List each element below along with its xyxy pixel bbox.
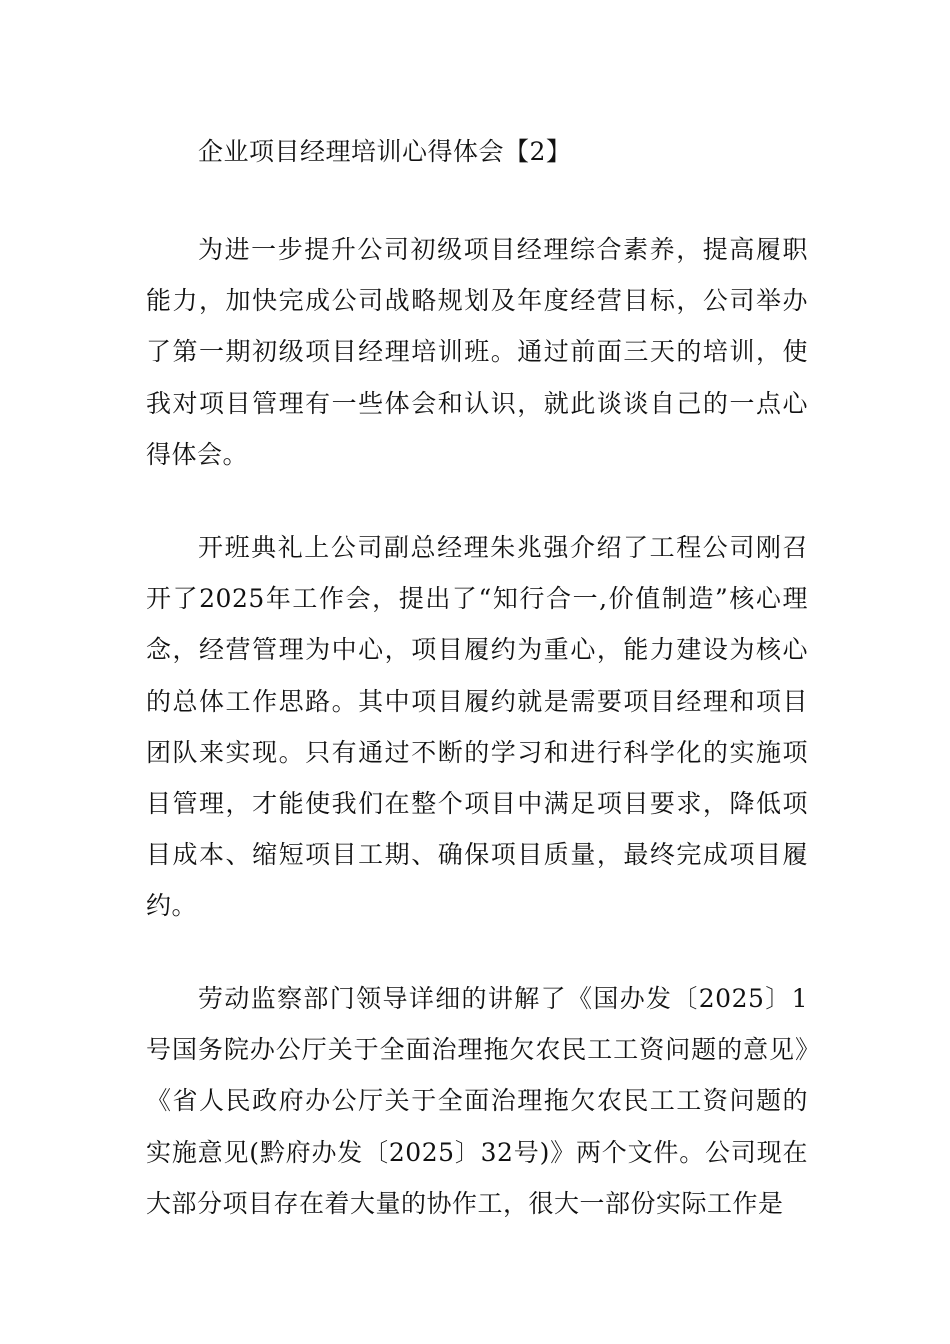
document-title: 企业项目经理培训心得体会【2】 bbox=[198, 137, 572, 166]
paragraph-3: 劳动监察部门领导详细的讲解了《国办发〔2025〕1号国务院办公厅关于全面治理拖欠农民工工资问题的意见》《省人民政府办公厅关于全面治理拖欠农民工工资问题的实施意见(黔府办发〔2025〕32号)》两个文件。公司现在大部分项目存在着大量的协作工，很大一部份实际工作是 bbox=[146, 984, 808, 1218]
paragraph-1: 为进一步提升公司初级项目经理综合素养，提高履职能力，加快完成公司战略规划及年度经营目标，公司举办了第一期初级项目经理培训班。通过前面三天的培训，使我对项目管理有一些体会和认识，就此谈谈自己的一点心得体会。 bbox=[146, 235, 808, 469]
paragraph-2: 开班典礼上公司副总经理朱兆强介绍了工程公司刚召开了2025年工作会，提出了“知行合一,价值制造”核心理念，经营管理为中心，项目履约为重心，能力建设为核心的总体工作思路。其中项目履约就是需要项目经理和项目团队来实现。只有通过不断的学习和进行科学化的实施项目管理，才能使我们在整个项目中满足项目要求，降低项目成本、缩短项目工期、确保项目质量，最终完成项目履约。 bbox=[146, 533, 808, 921]
